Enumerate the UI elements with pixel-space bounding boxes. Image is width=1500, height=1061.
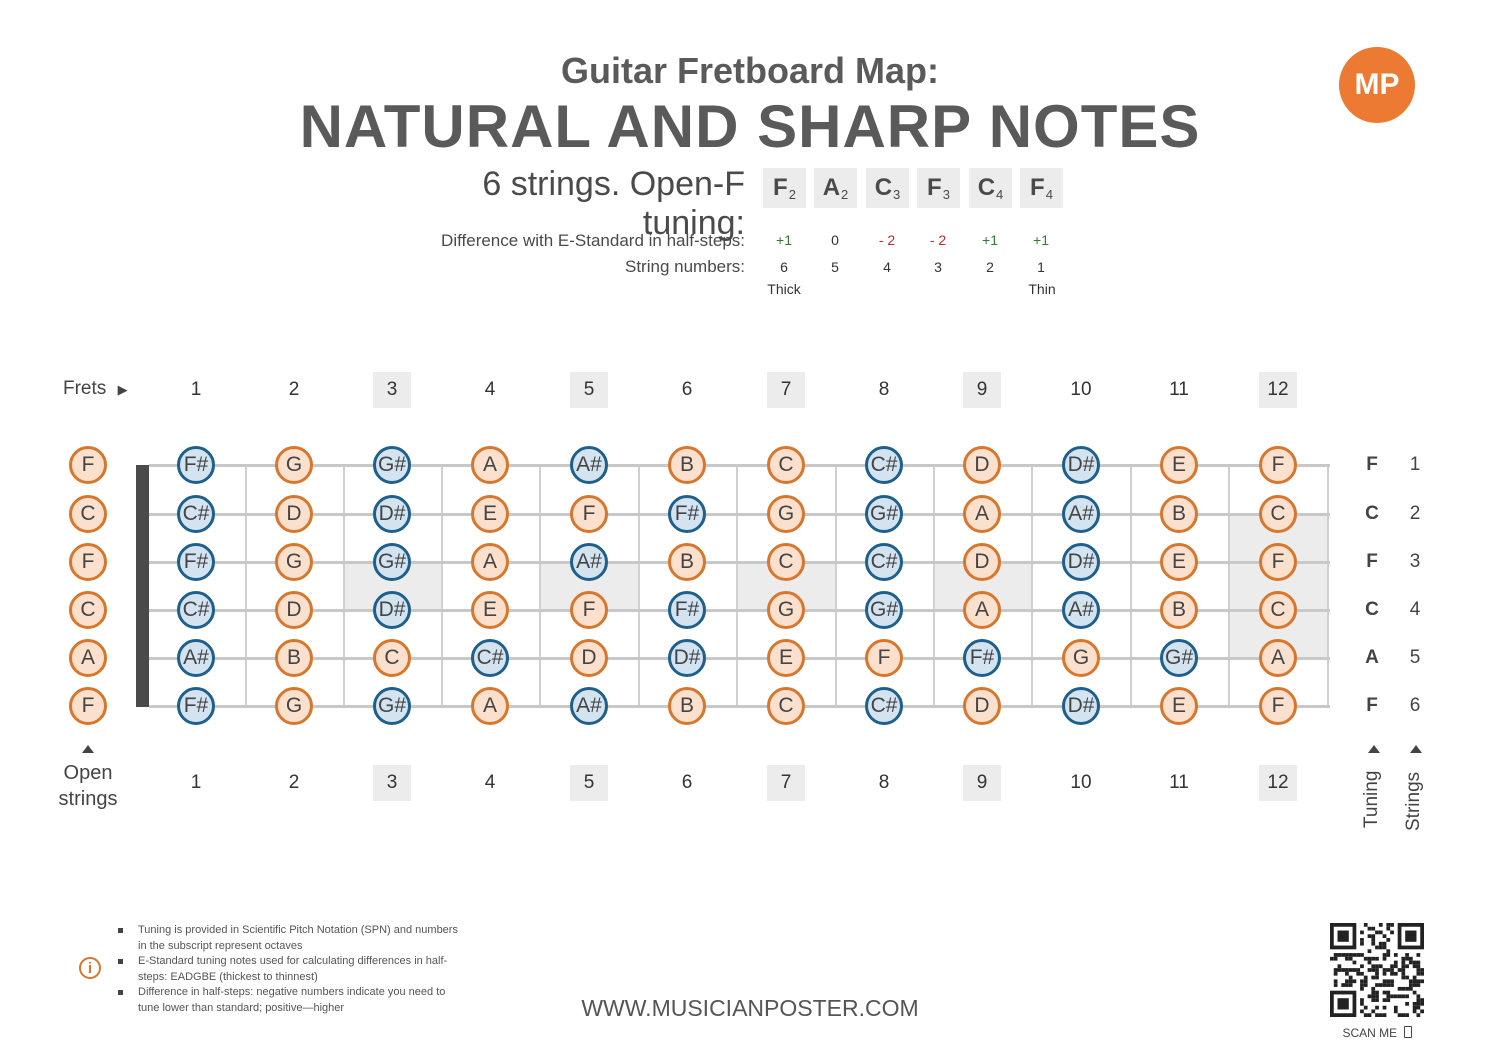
natural-note: B	[668, 446, 706, 484]
fret-wire	[638, 465, 640, 707]
triangle-right-icon: ▶	[117, 382, 128, 397]
tuning-octave: 3	[942, 186, 950, 202]
natural-note: C	[69, 495, 107, 533]
guitar-string	[149, 657, 1330, 660]
fret-number: 10	[1070, 772, 1092, 793]
sharp-note: D#	[1062, 543, 1100, 581]
sharp-note: G#	[865, 591, 903, 629]
natural-note: G	[1062, 639, 1100, 677]
natural-note: D	[275, 495, 313, 533]
page-title: NATURAL AND SHARP NOTES	[299, 93, 1201, 160]
fret-number: 6	[681, 772, 693, 793]
string-number: 6	[780, 259, 788, 275]
natural-note: C	[69, 591, 107, 629]
fret-wire	[1228, 465, 1230, 707]
sharp-note: F#	[177, 687, 215, 725]
sharp-note: A#	[177, 639, 215, 677]
guitar-string	[149, 561, 1330, 564]
tuning-note: A	[822, 174, 841, 201]
natural-note: B	[1160, 591, 1198, 629]
fret-number: 10	[1070, 379, 1092, 400]
sharp-note: F#	[177, 446, 215, 484]
fret-number: 2	[288, 379, 300, 400]
tuning-note-box	[969, 168, 1012, 208]
fret-wire	[1327, 465, 1329, 707]
natural-note: C	[767, 687, 805, 725]
tuning-difference: 0	[831, 232, 839, 248]
fret-number: 7	[767, 372, 805, 408]
tuning-note-box	[814, 168, 857, 208]
sharp-note: C#	[865, 446, 903, 484]
sharp-note: F#	[177, 543, 215, 581]
fret-number: 9	[963, 372, 1001, 408]
sharp-note: G#	[1160, 639, 1198, 677]
string-number: 1	[1037, 259, 1045, 275]
natural-note: F	[69, 543, 107, 581]
thin-label: Thin	[1028, 281, 1056, 297]
fret-number: 1	[190, 379, 202, 400]
tuning-difference: +1	[776, 232, 792, 248]
footnote: Tuning is provided in Scientific Pitch Notation (SPN) and numbers in the subscript represent octaves	[118, 923, 458, 954]
string-number: 5	[831, 259, 839, 275]
guitar-string	[149, 513, 1330, 516]
subtitle: Guitar Fretboard Map:	[560, 50, 940, 91]
footnotes	[118, 923, 458, 1016]
natural-note: D	[275, 591, 313, 629]
tuning-octave: 2	[788, 186, 796, 202]
string-numbers-label: String numbers:	[625, 257, 745, 276]
scan-me-label	[1330, 1026, 1424, 1040]
fret-number: 8	[878, 379, 890, 400]
nut	[136, 465, 149, 707]
natural-note: E	[767, 639, 805, 677]
tuning-note: F	[927, 174, 942, 201]
fret-number: 11	[1169, 772, 1189, 793]
up-arrow-icon	[1410, 745, 1422, 753]
fret-number: 7	[767, 765, 805, 801]
phone-icon	[1404, 1026, 1412, 1038]
string-number-label: 5	[1409, 647, 1421, 668]
string-number: 3	[934, 259, 942, 275]
tuning-note: C	[977, 174, 996, 201]
tuning-octave: 4	[996, 186, 1004, 202]
fret-number: 5	[570, 765, 608, 801]
tuning-note-label: C	[1365, 503, 1379, 524]
frets-label-text: Frets	[63, 378, 107, 399]
fret-number: 2	[288, 772, 300, 793]
footnote: E-Standard tuning notes used for calculating differences in half-steps: EADGBE (thickest to thinnest)	[118, 954, 458, 985]
sharp-note: A#	[570, 446, 608, 484]
sharp-note: C#	[865, 687, 903, 725]
fret-number: 4	[484, 772, 496, 793]
fret-wire	[933, 465, 935, 707]
sharp-note: C#	[865, 543, 903, 581]
fret-wire	[1031, 465, 1033, 707]
natural-note: D	[963, 543, 1001, 581]
tuning-note: C	[874, 174, 893, 201]
sharp-note: D#	[373, 495, 411, 533]
frets-label	[63, 378, 128, 400]
thick-label: Thick	[767, 281, 801, 297]
tuning-note-label: F	[1366, 454, 1378, 475]
fret-wire	[343, 465, 345, 707]
sharp-note: G#	[373, 687, 411, 725]
natural-note: C	[373, 639, 411, 677]
fret-number: 4	[484, 379, 496, 400]
natural-note: C	[1259, 495, 1297, 533]
logo: MP	[1339, 47, 1415, 123]
tuning-note-label: C	[1365, 599, 1379, 620]
natural-note: F	[865, 639, 903, 677]
fret-number: 9	[963, 765, 1001, 801]
up-arrow-icon	[1368, 745, 1380, 753]
fret-number: 1	[190, 772, 202, 793]
fret-number: 8	[878, 772, 890, 793]
tuning-note-box	[1020, 168, 1063, 208]
natural-note: G	[767, 495, 805, 533]
natural-note: F	[69, 687, 107, 725]
up-arrow-icon	[82, 745, 94, 753]
fret-wire	[539, 465, 541, 707]
tuning-note-label: A	[1365, 647, 1379, 668]
natural-note: F	[570, 495, 608, 533]
open-strings-label-line1: Open	[63, 762, 113, 784]
sharp-note: C#	[471, 639, 509, 677]
natural-note: D	[570, 639, 608, 677]
natural-note: F	[570, 591, 608, 629]
natural-note: G	[275, 446, 313, 484]
natural-note: D	[963, 446, 1001, 484]
guitar-string	[149, 464, 1330, 467]
fret-number: 6	[681, 379, 693, 400]
sharp-note: F#	[668, 495, 706, 533]
sharp-note: D#	[1062, 687, 1100, 725]
open-strings-label	[48, 760, 128, 812]
fret-number: 3	[373, 372, 411, 408]
string-number-label: 1	[1409, 454, 1421, 475]
natural-note: B	[275, 639, 313, 677]
tuning-note-label: F	[1366, 695, 1378, 716]
sharp-note: F#	[963, 639, 1001, 677]
fret-wire	[245, 465, 247, 707]
fret-number: 11	[1169, 379, 1189, 400]
string-number-label: 4	[1409, 599, 1421, 620]
sharp-note: C#	[177, 495, 215, 533]
natural-note: F	[1259, 543, 1297, 581]
sharp-note: C#	[177, 591, 215, 629]
string-number: 4	[883, 259, 891, 275]
natural-note: E	[1160, 687, 1198, 725]
tuning-note-box	[866, 168, 909, 208]
sharp-note: G#	[373, 446, 411, 484]
natural-note: A	[69, 639, 107, 677]
sharp-note: G#	[865, 495, 903, 533]
natural-note: C	[767, 543, 805, 581]
natural-note: F	[1259, 446, 1297, 484]
natural-note: F	[1259, 687, 1297, 725]
natural-note: C	[767, 446, 805, 484]
natural-note: E	[1160, 543, 1198, 581]
tuning-note-label: F	[1366, 551, 1378, 572]
tuning-octave: 3	[893, 186, 901, 202]
tuning-difference: +1	[1033, 232, 1049, 248]
tuning-note: F	[773, 174, 788, 201]
fret-number: 12	[1259, 765, 1297, 801]
guitar-string	[149, 609, 1330, 612]
natural-note: A	[471, 446, 509, 484]
string-number-label: 2	[1409, 503, 1421, 524]
fret-number: 12	[1259, 372, 1297, 408]
natural-note: E	[471, 591, 509, 629]
sharp-note: A#	[570, 687, 608, 725]
natural-note: A	[471, 687, 509, 725]
sharp-note: G#	[373, 543, 411, 581]
string-number-label: 3	[1409, 551, 1421, 572]
fret-wire	[736, 465, 738, 707]
tuning-vertical-label: Tuning	[1361, 770, 1382, 828]
fret-number: 3	[373, 765, 411, 801]
natural-note: B	[668, 543, 706, 581]
natural-note: A	[1259, 639, 1297, 677]
sharp-note: A#	[570, 543, 608, 581]
natural-note: F	[69, 446, 107, 484]
natural-note: A	[471, 543, 509, 581]
natural-note: G	[275, 687, 313, 725]
natural-note: C	[1259, 591, 1297, 629]
website-link[interactable]: WWW.MUSICIANPOSTER.COM	[581, 995, 919, 1021]
tuning-octave: 2	[841, 186, 849, 202]
sharp-note: A#	[1062, 591, 1100, 629]
natural-note: D	[963, 687, 1001, 725]
info-icon: i	[79, 957, 101, 979]
sharp-note: D#	[668, 639, 706, 677]
sharp-note: A#	[1062, 495, 1100, 533]
tuning-difference: - 2	[929, 232, 947, 248]
difference-label: Difference with E-Standard in half-steps:	[441, 231, 745, 250]
string-number: 2	[986, 259, 994, 275]
natural-note: A	[963, 495, 1001, 533]
fret-wire	[835, 465, 837, 707]
footnote: Difference in half-steps: negative numbers indicate you need to tune lower than standard; positive—higher	[118, 985, 458, 1016]
natural-note: E	[471, 495, 509, 533]
sharp-note: F#	[668, 591, 706, 629]
strings-vertical-label: Strings	[1403, 771, 1424, 831]
tuning-note-box	[763, 168, 806, 208]
guitar-string	[149, 705, 1330, 708]
scan-me-text: SCAN ME	[1342, 1026, 1398, 1040]
fret-wire	[1130, 465, 1132, 707]
tuning-label: 6 strings. Open-F tuning:	[482, 165, 745, 242]
natural-note: G	[767, 591, 805, 629]
tuning-note: F	[1030, 174, 1045, 201]
fret-inlay	[1229, 514, 1329, 658]
natural-note: E	[1160, 446, 1198, 484]
tuning-note-box	[917, 168, 960, 208]
fret-number: 5	[570, 372, 608, 408]
tuning-difference: +1	[982, 232, 998, 248]
natural-note: B	[668, 687, 706, 725]
fret-wire	[441, 465, 443, 707]
open-strings-label-line2: strings	[58, 788, 118, 810]
natural-note: G	[275, 543, 313, 581]
natural-note: A	[963, 591, 1001, 629]
sharp-note: D#	[1062, 446, 1100, 484]
tuning-octave: 4	[1045, 186, 1053, 202]
sharp-note: D#	[373, 591, 411, 629]
tuning-difference: - 2	[878, 232, 896, 248]
string-number-label: 6	[1409, 695, 1421, 716]
natural-note: B	[1160, 495, 1198, 533]
qr-code-icon[interactable]	[1330, 923, 1424, 1017]
